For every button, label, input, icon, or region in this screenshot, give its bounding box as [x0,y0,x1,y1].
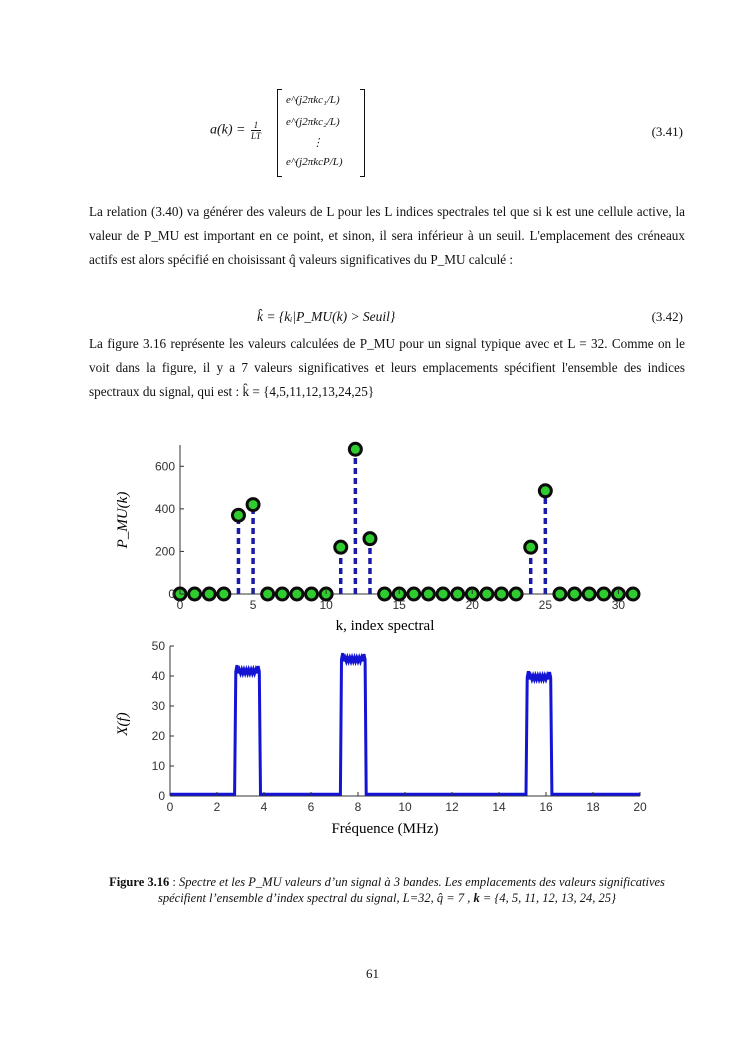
vector-entry-p: e^(j2πkcP/L) [286,156,343,168]
y-tick-label: 20 [151,729,165,743]
x-tick-label: 20 [465,598,479,612]
x-tick-label: 0 [176,598,184,612]
x-tick-label: 4 [260,800,268,814]
stem-marker [218,588,230,600]
x-tick-label: 10 [319,598,333,612]
stem-marker [276,588,288,600]
equation-expression: k̂ = {kᵢ|P_MU(k) > Seuil} [257,309,396,324]
stem-marker [349,443,361,455]
stem-marker [627,588,639,600]
vector-entry-dots: ⋮ [312,137,323,149]
stem-chart-ylabel: P_MU(k) [115,491,131,549]
x-tick-label: 15 [392,598,406,612]
caption-k-label: k [473,891,480,905]
stem-marker [262,588,274,600]
stem-marker [437,588,449,600]
figure-caption [89,874,685,906]
line-chart-xlabel: Fréquence (MHz) [331,821,439,837]
stem-marker [335,541,347,553]
equation-lhs-text: a(k) = [210,122,246,138]
caption-separator: : [169,875,179,889]
stem-chart-stems [174,443,639,600]
caption-text-a: Spectre et les P_MU valeurs d’un signal à 3 bandes. Les emplacements des valeurs significatives spécifient l’ensemble d’index spectral du signal, L=32, q̂ = 7 , [158,875,665,905]
y-tick-label: 0 [158,789,165,803]
y-tick-label: 200 [154,544,175,559]
x-tick-label: 6 [307,800,315,814]
spectrum-line [170,653,640,794]
stem-marker [203,588,215,600]
stem-marker [422,588,434,600]
stem-marker [539,485,551,497]
y-tick-label: 30 [151,699,165,713]
stem-marker [247,499,259,511]
stem-chart-xlabel: k, index spectral [335,618,435,634]
y-tick-label: 10 [151,759,165,773]
stem-marker [510,588,522,600]
caption-label: Figure 3.16 [109,875,170,889]
fraction-denominator: LT [251,131,261,141]
x-tick-label: 16 [539,800,553,814]
line-chart-ticks [152,639,647,814]
stem-marker [452,588,464,600]
stem-marker [189,588,201,600]
x-tick-label: 12 [445,800,459,814]
stem-marker [598,588,610,600]
x-tick-label: 25 [538,598,553,612]
line-chart-spectrum [115,639,647,837]
vector-entry-2: e^(j2πkc₂/L) [286,116,340,128]
y-tick-label: 40 [151,669,165,683]
x-tick-label: 5 [249,598,257,612]
line-chart-ylabel: X(f) [115,712,131,736]
stem-marker [408,588,420,600]
x-tick-label: 0 [166,800,174,814]
stem-chart-axes [180,445,633,594]
stem-marker [291,588,303,600]
equation-number: (3.41) [651,124,683,139]
stem-marker [379,588,391,600]
x-tick-label: 20 [633,800,647,814]
stem-marker [525,541,537,553]
stem-marker [583,588,595,600]
x-tick-label: 30 [611,598,626,612]
stem-marker [495,588,507,600]
fraction-numerator: 1 [251,120,261,131]
stem-marker [569,588,581,600]
stem-marker [364,533,376,545]
paragraph-1: La relation (3.40) va générer des valeurs de L pour les L indices spectrales tel que si k est une cellule active, la valeur de P_MU est important en ce point, et sinon, il sera inférieur à un seuil. L'emplacement des créneaux actifs est alors spécifié en choisissant q̂ valeurs significatives du P_MU calculé : [89,204,685,267]
x-tick-label: 8 [354,800,362,814]
stem-chart-pmu [115,443,639,634]
page-number: 61 [366,966,379,981]
y-tick-label: 400 [154,501,175,516]
line-chart-axes [170,646,640,796]
x-tick-label: 10 [398,800,412,814]
stem-marker [481,588,493,600]
y-tick-label: 50 [151,639,165,653]
x-tick-label: 2 [213,800,221,814]
vector-entry-1: e^(j2πkc₁/L) [286,94,340,106]
stem-marker [306,588,318,600]
stem-marker [554,588,566,600]
x-tick-label: 14 [492,800,506,814]
paragraph-2: La figure 3.16 représente les valeurs calculées de P_MU pour un signal typique avec et L = 32. Comme on le voit dans la figure, il y a 7 valeurs significatives et leurs emplacements spécifient l'ensemble des indices spectraux du signal, qui est : k̂ = {4,5,11,12,13,24,25} [89,336,685,399]
equation-number: (3.42) [651,309,683,324]
y-tick-label: 0 [168,587,175,601]
stem-marker [232,509,244,521]
caption-text-b: = {4, 5, 11, 12, 13, 24, 25} [482,891,616,905]
x-tick-label: 18 [586,800,600,814]
y-tick-label: 600 [154,459,175,474]
